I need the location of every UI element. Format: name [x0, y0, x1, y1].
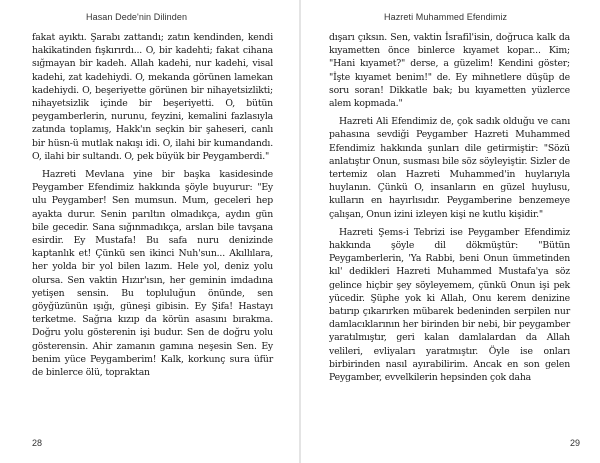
- paragraph: dışarı çıksın. Sen, vaktin İsrafil'isin, doğruca kalk da kıyametten önce binlerce kıyamet kopar... Kim; "Hani kıyamet?" derse, a güzelim! Kendini göster; "İşte kıyamet benim!" de. Ey mihnetlere düşüp de soru soran! Dikkatle bak; bu kıyametten yüzlerce alem kopmada.": [329, 32, 570, 110]
- left-page: [0, 0, 298, 463]
- running-head-right: Hazreti Muhammed Efendimiz: [384, 12, 508, 22]
- body-text-right: [329, 31, 570, 384]
- book-gutter: [299, 0, 301, 463]
- right-page: [302, 0, 600, 463]
- paragraph: fakat ayıktı. Şarabı zattandı; zatın kendinden, kendi hakikatinden fışkırırdı... O, bir kadehti; fakat cihana sığmayan bir kadeh. Allah kadehi, nur kadehi, visal kadehi, zat kadehiydi. O, mekanda görünen lamekan kadehiydi. O, beşeriyette görünen bir nihayetsizlikti; nihayetsizlik içinde bir beşeriyetti. O, bütün peygamberlerin, nurunu, feyzini, kemalini fazlasıyla zatında toplamış, Hakk'ın seçkin bir şaheseri, canlı bir hüsn-ü mutlak nakışı idi. O, ilahi bir kumandandı. O, ilahi bir sultandı. O, pek büyük bir Peygamberdi.": [32, 32, 273, 162]
- page-number-right: 29: [570, 438, 581, 448]
- page-number-left: 28: [32, 438, 43, 448]
- paragraph: Hazreti Ali Efendimiz de, çok sadık olduğu ve canı pahasına sevdiği Peygamber Hazreti Muhammed Efendimiz hakkında şunları dile getirmiştir: "Sözü anlatıştır Onun, susması bile söz söyleyiştir. Sizler de tertemiz olan Hazreti Muhammed'in huylarıyla huylanın. Çünkü O, insanların en güzel huylusu, kulların en hayırlısıdır. Peygamberine benzemeye çalışan, Onun izini izleyen kişi ne kutlu kişidir.": [329, 116, 570, 220]
- body-text-left: [32, 31, 273, 379]
- running-head-left: Hasan Dede'nin Dilinden: [86, 12, 188, 22]
- paragraph: Hazreti Şems-i Tebrizi ise Peygamber Efendimiz hakkında şöyle dil dökmüştür: "Bütün Peygamberlerin, 'Ya Rabbi, beni Onun ümmetinden kıl' dedikleri Hazreti Muhammed Mustafa'ya söz gelince hiçbir şey söyleyemem, çünkü Onun işi pek yücedir. Şüphe yok ki Allah, Onu kerem denizine batırıp çıkarırken mübarek bedeninden serpilen nur damlacıklarının her birinden bir nebi, bir peygamber yaratılmıştır, geri kalan damlalardan da Allah velileri, evliyaları yaratmıştır. Öyle ise onları birbirinden nasıl ayırabilirim. Ancak en son gelen Peygamber, evvelkilerin hepsinden çok daha: [329, 226, 570, 384]
- paragraph: Hazreti Mevlana yine bir başka kasidesinde Peygamber Efendimiz hakkında şöyle buyurur: "Ey ulu Peygamber! Sen mumsun. Mum, geceleri hep ayakta durur. Senin parıltın olmadıkça, aydın gün bile gecedir. Sana sığınmadıkça, arslan bile tavşana esirdir. Ey Mustafa! Bu safa nuru denizinde kaptanlık et! Çünkü sen ikinci Nuh'sun... Akıllılara, her yolda bir yol bilen lazım. Hele yol, deniz yolu olursa. Sen vaktin Hızır'ısın, her geminin imdadına yetişen sensin. Bu topluluğun önünde, sen göyğüzünün ışığı, güneşi gibisin. Ey Şifa! Hastayı terketme. Sağrıa kızıp da körün asasını bırakma. Doğru yolu gösterenin işi budur. Sen de doğru yolu gösterensin. Ahir zamanın gamına neşesin Sen. Ey benim yüce Peygamberim! Kalk, korkunç sura üfür de binlerce ölü, topraktan: [32, 169, 273, 379]
